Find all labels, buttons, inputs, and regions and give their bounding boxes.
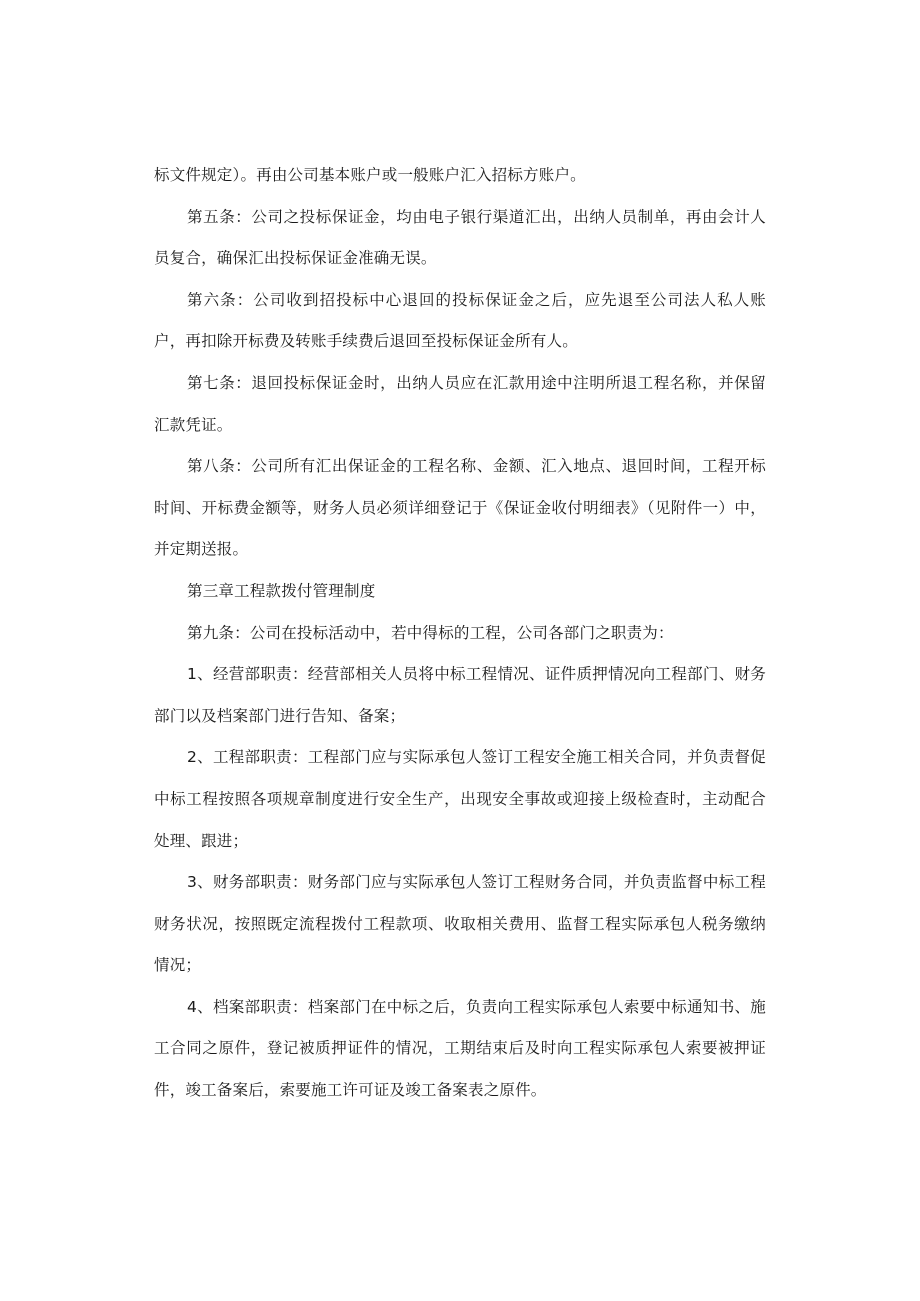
paragraph-article-8: 第八条：公司所有汇出保证金的工程名称、金额、汇入地点、退回时间，工程开标时间、开标费金额等，财务人员必须详细登记于《保证金收付明细表》（见附件一）中，并定期送报。 (154, 457, 766, 559)
list-item-engineering-dept: 2、工程部职责：工程部门应与实际承包人签订工程安全施工相关合同，并负责督促中标工程按照各项规章制度进行安全生产，出现安全事故或迎接上级检查时，主动配合处理、跟进； (154, 748, 766, 850)
paragraph-article-6: 第六条：公司收到招投标中心退回的投标保证金之后，应先退至公司法人私人账户，再扣除开标费及转账手续费后退回至投标保证金所有人。 (154, 290, 766, 351)
list-item-archives-dept: 4、档案部职责：档案部门在中标之后，负责向工程实际承包人索要中标通知书、施工合同之原件，登记被质押证件的情况，工期结束后及时向工程实际承包人索要被押证件，竣工备案后，索要施工许可证及竣工备案表之原件。 (154, 997, 766, 1100)
paragraph-continuation: 标文件规定）。再由公司基本账户或一般账户汇入招标方账户。 (154, 166, 586, 184)
paragraph-article-9: 第九条：公司在投标活动中，若中得标的工程，公司各部门之职责为： (187, 623, 674, 642)
list-item-business-dept: 1、经营部职责：经营部相关人员将中标工程情况、证件质押情况向工程部门、财务部门以及档案部门进行告知、备案； (154, 665, 766, 725)
document-body (154, 155, 766, 1112)
chapter-heading: 第三章工程款拨付管理制度 (187, 581, 376, 600)
list-item-finance-dept: 3、财务部职责：财务部门应与实际承包人签订工程财务合同，并负责监督中标工程财务状况，按照既定流程拨付工程款项、收取相关费用、监督工程实际承包人税务缴纳情况； (154, 873, 766, 975)
paragraph-article-5: 第五条：公司之投标保证金，均由电子银行渠道汇出，出纳人员制单，再由会计人员复合，确保汇出投标保证金准确无误。 (154, 207, 766, 268)
paragraph-article-7: 第七条：退回投标保证金时，出纳人员应在汇款用途中注明所退工程名称，并保留汇款凭证。 (154, 373, 766, 434)
